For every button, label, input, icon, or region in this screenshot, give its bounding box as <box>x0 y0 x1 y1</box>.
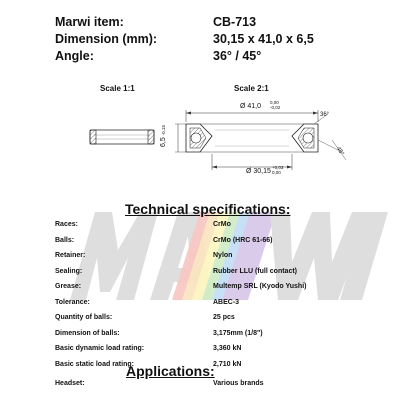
angle-bottom-label: 45° <box>334 146 345 157</box>
spec-value: CrMo <box>213 221 231 228</box>
spec-label: Grease: <box>55 283 82 290</box>
spec-value: 3,175mm (1/8") <box>213 329 263 337</box>
angle-top-label: 36° <box>320 112 330 118</box>
inner-tol-top: +0,03 <box>272 165 284 170</box>
spec-row <box>55 221 385 233</box>
spec-row <box>55 252 385 264</box>
spec-row <box>55 361 385 373</box>
spec-row <box>55 237 385 249</box>
spec-row <box>55 330 385 342</box>
dimension-value: 30,15 x 41,0 x 6,5 <box>213 32 314 46</box>
height-tolerance: -0,15 <box>161 125 166 136</box>
spec-label: Basic static load rating: <box>55 360 134 368</box>
spec-label: Basic dynamic load rating: <box>55 345 145 352</box>
spec-label: Dimension of balls: <box>55 329 120 337</box>
spec-label: Quantity of balls: <box>55 314 113 321</box>
scale-1-label: Scale 1:1 <box>100 84 135 93</box>
height-value: 6,5 <box>160 137 167 147</box>
spec-value: Various brands <box>213 380 264 387</box>
spec-row <box>55 268 385 280</box>
height-dimension <box>160 125 167 147</box>
spec-label: Sealing: <box>55 267 83 275</box>
spec-label: Tolerance: <box>55 298 90 306</box>
scale-2-label: Scale 2:1 <box>234 84 269 93</box>
outer-tolerance <box>270 100 280 110</box>
bearing-section-view <box>175 110 346 170</box>
spec-label: Headset: <box>55 380 85 387</box>
spec-row <box>55 345 385 357</box>
applications-title: Applications: <box>126 363 215 379</box>
spec-value: Nylon <box>213 252 233 259</box>
inner-tol-bottom: 0,00 <box>272 170 281 175</box>
spec-label: Retainer: <box>55 252 86 259</box>
item-label: Marwi item: <box>55 15 124 29</box>
inner-tolerance <box>272 165 283 175</box>
dimension-label: Dimension (mm): <box>55 32 158 46</box>
outer-tol-bottom: -0,02 <box>270 105 281 110</box>
spec-value: ABEC-3 <box>213 298 240 306</box>
spec-value: 2,710 kN <box>213 360 242 368</box>
angle-label: Angle: <box>55 49 94 63</box>
spec-row <box>55 299 385 311</box>
spec-value: Rubber LLU (full contact) <box>213 267 297 275</box>
outer-tol-top: 0,00 <box>270 100 279 105</box>
bearing-small-view <box>90 130 154 144</box>
technical-title: Technical specifications: <box>125 201 291 217</box>
spec-value: 3,360 kN <box>213 345 242 352</box>
angle-value: 36° / 45° <box>213 49 262 63</box>
spec-row <box>55 283 385 295</box>
inner-diameter: Ø 30,15 <box>246 168 271 175</box>
spec-value: 25 pcs <box>213 314 235 321</box>
spec-label: Balls: <box>55 236 75 244</box>
spec-value: Multemp SRL (Kyodo Yushi) <box>213 283 307 290</box>
spec-value: CrMo (HRC 61-66) <box>213 236 273 244</box>
outer-diameter: Ø 41,0 <box>240 103 262 110</box>
spec-row <box>55 314 385 326</box>
spec-label: Races: <box>55 221 78 228</box>
spec-row <box>55 380 385 392</box>
item-value: CB-713 <box>213 15 257 29</box>
